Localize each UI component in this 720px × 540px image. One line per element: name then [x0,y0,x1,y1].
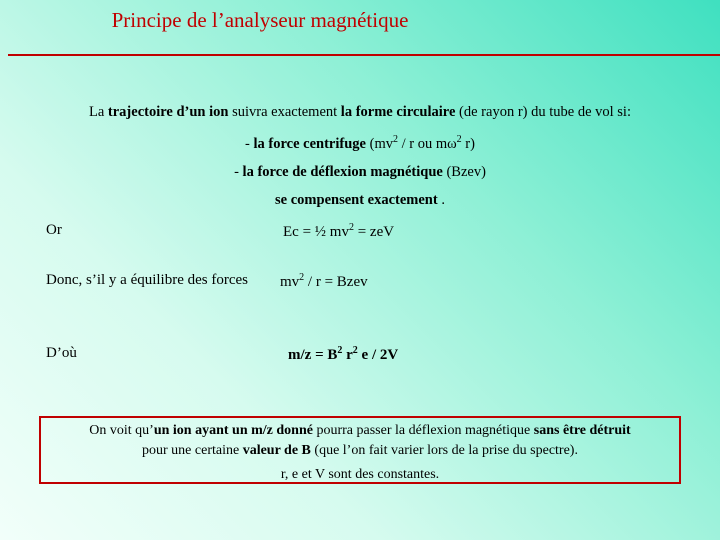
intro-line-2-sup-a: 2 [392,134,398,145]
intro-line-1-bold-a: trajectoire d’un ion [107,104,229,120]
equation-kinetic-energy-c: = zeV [353,224,395,240]
equation-kinetic-energy [283,222,394,241]
intro-line-3-text-a: - [234,164,243,180]
conclusion-line-1-text-b: pourra passer la déflexion magnétique [312,423,534,438]
conclusion-line-1-bold-a: un ion ayant un m/z donné [153,423,313,438]
equation-force-balance-a: mv [280,274,300,290]
equation-mass-to-charge-c: r [342,347,353,363]
equation-mass-to-charge-a: m/z = B [288,347,338,363]
conclusion-note: r, e et V sont des constantes. [280,467,440,482]
intro-line-3 [0,158,720,186]
intro-line-4-text: . [437,192,445,208]
equation-mass-to-charge-sup-a: 2 [337,345,343,356]
intro-line-1-bold-b: la forme circulaire [340,104,456,120]
intro-line-2-bold: la force centrifuge [253,136,366,152]
intro-line-2-text-b: (mv [365,136,393,152]
intro-line-2-text-a: - [245,136,254,152]
slide-title: Principe de l’analyseur magnétique [111,8,409,32]
intro-line-2-sup-b: 2 [456,134,462,145]
equation-force-balance [280,272,368,291]
intro-paragraph [0,98,720,214]
title-underline [8,54,720,56]
intro-line-3-bold: la force de déflexion magnétique [242,164,443,180]
conclusion-box [39,416,681,484]
equation-mass-to-charge [288,345,398,364]
intro-line-1-text-a: La [89,104,108,120]
row-label-dou: D’où [46,345,77,361]
equation-force-balance-c: / r = Bzev [304,274,368,290]
conclusion-line-1-text-a: On voit qu’ [89,423,154,438]
conclusion-line-2-text-b: (que l’on fait varier lors de la prise du spectre). [310,443,578,458]
equation-kinetic-energy-a: Ec = ½ mv [283,224,349,240]
intro-line-2 [0,126,720,158]
conclusion-line-2-bold: valeur de B [242,443,311,458]
intro-line-4 [0,186,720,214]
conclusion-line-1 [41,421,679,441]
conclusion-line-2 [41,441,679,461]
intro-line-2-text-c: / r ou mω [397,136,457,152]
intro-line-1-text-c: (de rayon r) du tube de vol si: [455,104,631,120]
equation-mass-to-charge-sup-b: 2 [352,345,358,356]
conclusion-line-2-text-a: pour une certaine [142,443,243,458]
intro-line-1 [0,98,720,126]
equation-mass-to-charge-e: e / 2V [357,347,399,363]
intro-line-4-bold: se compensent exactement [275,192,438,208]
equation-kinetic-energy-sup: 2 [348,222,354,233]
conclusion-line-1-bold-b: sans être détruit [533,423,631,438]
intro-line-1-text-b: suivra exactement [228,104,341,120]
intro-line-3-text-b: (Bzev) [442,164,486,180]
equation-force-balance-sup: 2 [299,272,305,283]
row-label-donc: Donc, s’il y a équilibre des forces [46,272,249,288]
row-label-or: Or [46,222,62,238]
intro-line-2-text-d: r) [461,136,475,152]
